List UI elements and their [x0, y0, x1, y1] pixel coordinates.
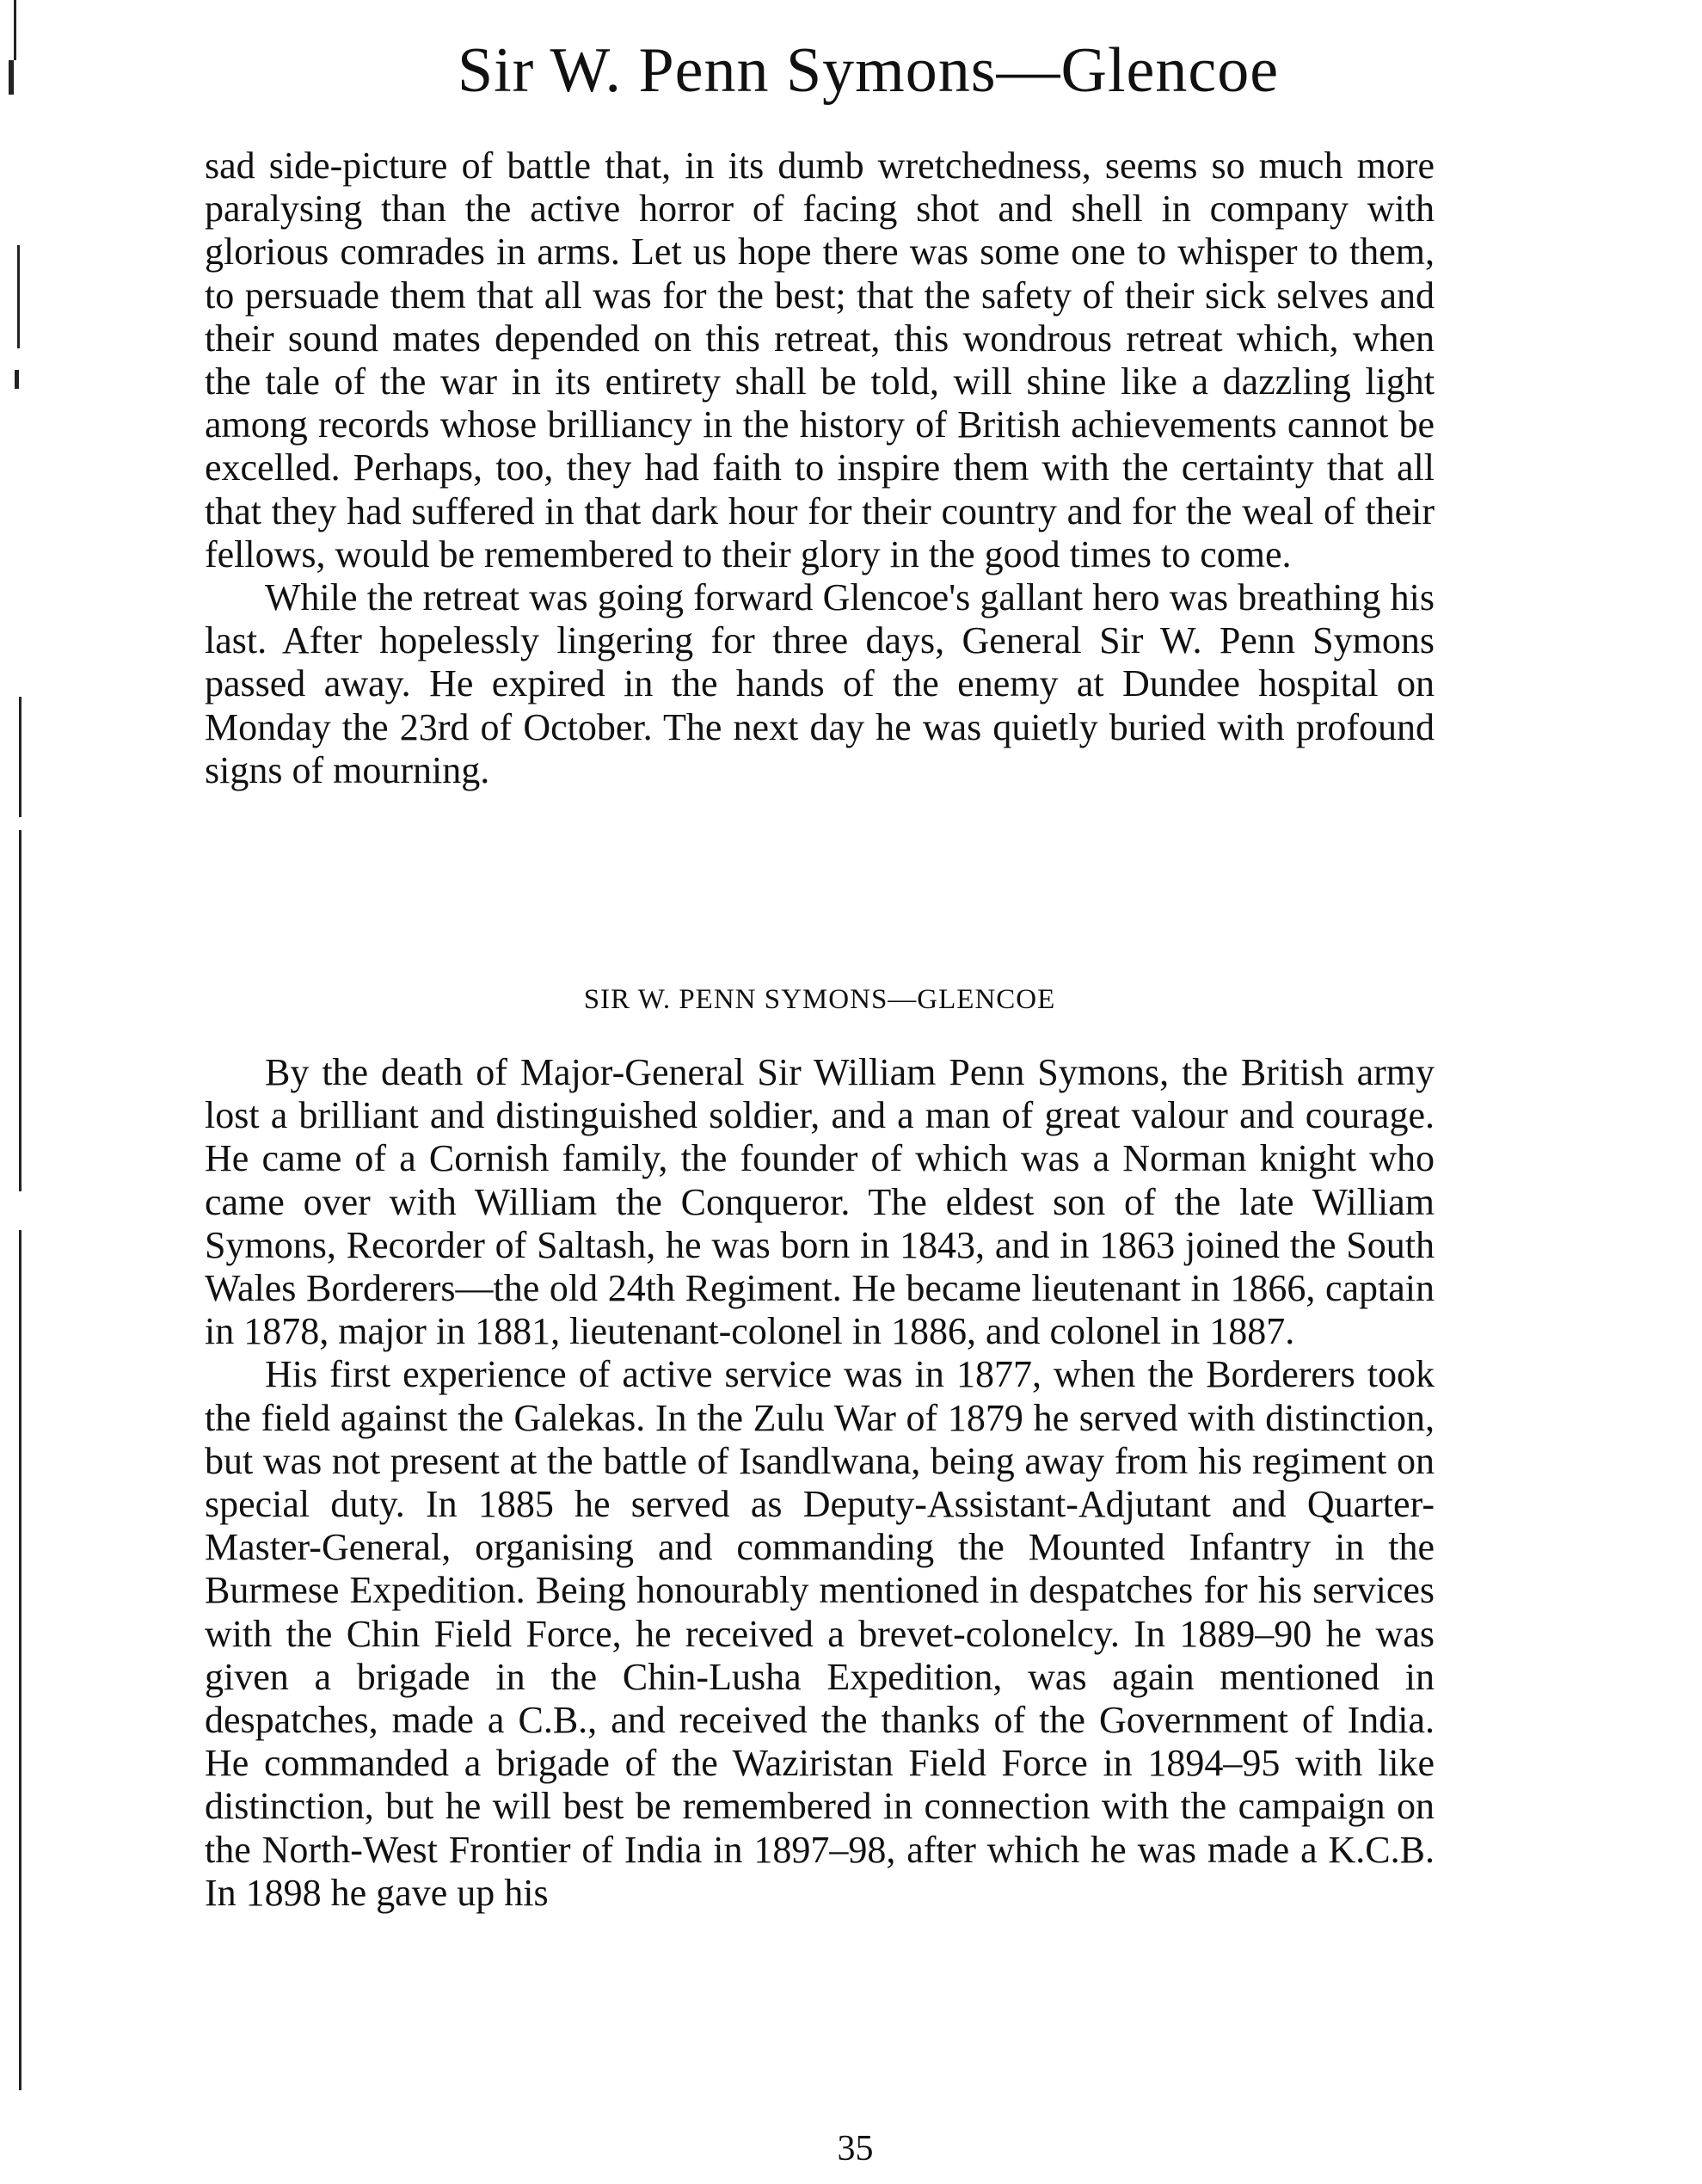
- binding-edge-mark: [19, 1230, 22, 2090]
- body-text-top: [205, 145, 1435, 792]
- binding-edge-mark: [15, 370, 19, 389]
- binding-edge-mark: [17, 245, 20, 348]
- paragraph: By the death of Major-General Sir William Penn Symons, the British army lost a brilliant and distinguished soldier, and a man of great valour and courage. He came of a Cornish family, the founder of which was a Norman knight who came over with William the Conqueror. The eldest son of the late William Symons, Recorder of Saltash, he was born in 1843, and in 1863 joined the South Wales Borderers—the old 24th Regiment. He became lieutenant in 1866, captain in 1878, major in 1881, lieutenant-colonel in 1886, and colonel in 1887.: [205, 1051, 1435, 1353]
- binding-edge-mark: [19, 830, 22, 1191]
- running-head: Sir W. Penn Symons—Glencoe: [457, 35, 1280, 106]
- binding-edge-mark: [19, 697, 22, 817]
- section-heading: SIR W. PENN SYMONS—GLENCOE: [583, 984, 1056, 1015]
- paragraph: While the retreat was going forward Glencoe's gallant hero was breathing his last. After hopelessly lingering for three days, General Sir W. Penn Symons passed away. He expired in the hands of the enemy at Dundee hospital on Monday the 23rd of October. The next day he was quietly buried with profound signs of mourning.: [205, 576, 1435, 791]
- paragraph: sad side-picture of battle that, in its dumb wretchedness, seems so much more paralysing than the active horror of facing shot and shell in company with glorious comrades in arms. Let us hope there was some one to whisper to them, to persuade them that all was for the best; that the safety of their sick selves and their sound mates depended on this retreat, this wondrous retreat which, when the tale of the war in its entirety shall be told, will shine like a dazzling light among records whose brilliancy in the history of British achievements cannot be excelled. Perhaps, too, they had faith to inspire them with the certainty that all that they had suffered in that dark hour for their country and for the weal of their fellows, would be remembered to their glory in the good times to come.: [205, 145, 1435, 575]
- paragraph: His first experience of active service was in 1877, when the Borderers took the field against the Galekas. In the Zulu War of 1879 he served with distinction, but was not present at the battle of Isandlwana, being away from his regiment on special duty. In 1885 he served as Deputy-Assistant-Adjutant and Quarter-Master-General, organising and commanding the Mounted Infantry in the Burmese Expedition. Being honourably mentioned in despatches for his services with the Chin Field Force, he received a brevet-colonelcy. In 1889–90 he was given a brigade in the Chin-Lusha Expedition, was again mentioned in despatches, made a C.B., and received the thanks of the Government of India. He commanded a brigade of the Waziristan Field Force in 1894–95 with like distinction, but he will best be remembered in connection with the campaign on the North-West Frontier of India in 1897–98, after which he was made a K.C.B. In 1898 he gave up his: [205, 1353, 1435, 1914]
- page-number: 35: [837, 2129, 874, 2169]
- body-text-bottom: [205, 1051, 1435, 1915]
